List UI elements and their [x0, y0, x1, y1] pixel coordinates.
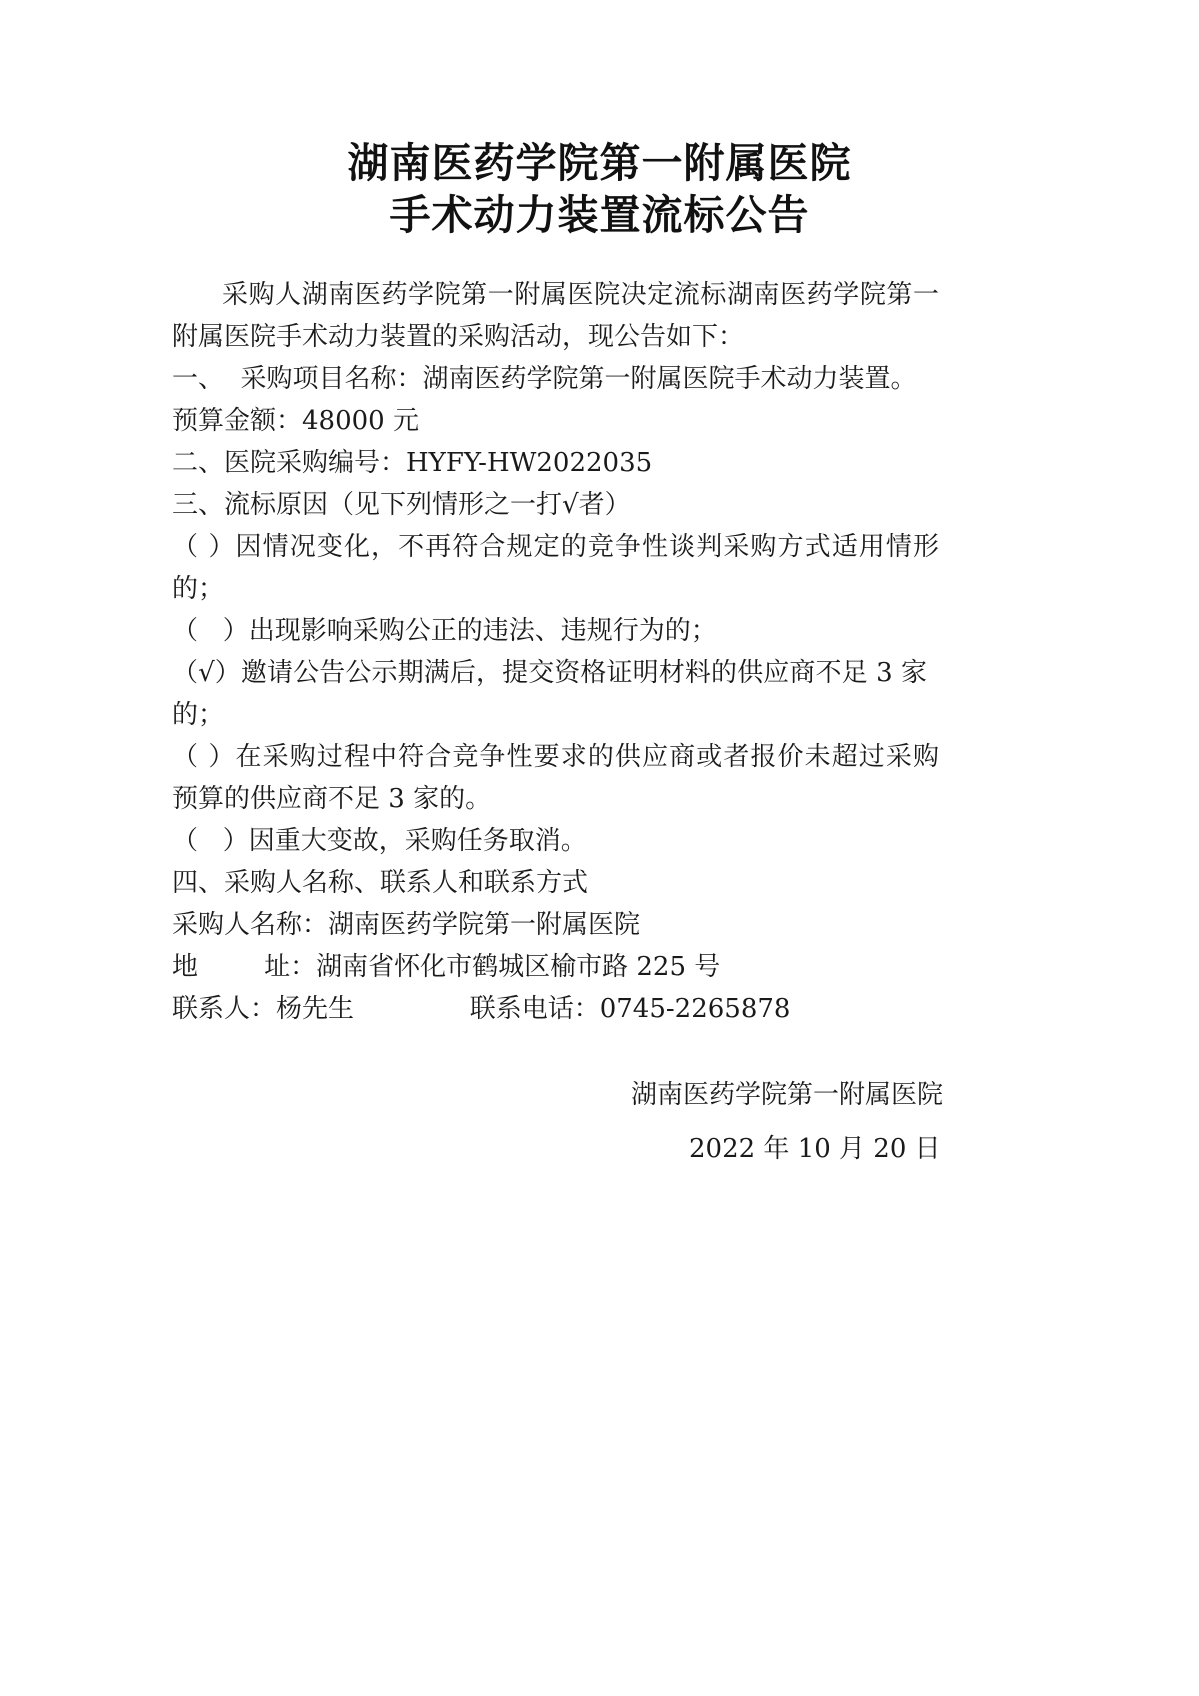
signature-organization: 湖南医药学院第一附属医院	[631, 1080, 944, 1110]
body-line-2: 附属医院手术动力装置的采购活动，现公告如下：	[172, 322, 745, 352]
document-title-line-2: 手术动力装置流标公告	[389, 191, 810, 239]
body-line-11: 的；	[172, 700, 225, 730]
body-line-10: （√）邀请公告公示期满后，提交资格证明材料的供应商不足 3 家	[172, 658, 927, 688]
body-line-3: 一、 采购项目名称：湖南医药学院第一附属医院手术动力装置。	[172, 364, 917, 394]
body-line-6: 三、流标原因（见下列情形之一打√者）	[172, 490, 631, 520]
body-line-8: 的；	[172, 574, 225, 604]
body-line-12: （ ）在采购过程中符合竞争性要求的供应商或者报价未超过采购	[172, 742, 939, 772]
body-line-18: 联系人：杨先生 联系电话：0745-2265878	[172, 994, 791, 1024]
body-line-1: 采购人湖南医药学院第一附属医院决定流标湖南医药学院第一	[222, 280, 939, 310]
body-line-14: （ ）因重大变故，采购任务取消。	[172, 826, 587, 856]
body-line-15: 四、采购人名称、联系人和联系方式	[172, 868, 589, 898]
body-line-9: （ ）出现影响采购公正的违法、违规行为的；	[172, 616, 717, 646]
body-line-16: 采购人名称：湖南医药学院第一附属医院	[172, 910, 641, 940]
signature-date: 2022 年 10 月 20 日	[689, 1134, 941, 1164]
body-line-17: 地 址：湖南省怀化市鹤城区榆市路 225 号	[172, 952, 721, 982]
document-title-line-1: 湖南医药学院第一附属医院	[347, 139, 852, 187]
body-line-4: 预算金额：48000 元	[172, 406, 419, 436]
body-line-7: （ ）因情况变化，不再符合规定的竞争性谈判采购方式适用情形	[172, 532, 939, 562]
body-line-5: 二、医院采购编号：HYFY-HW2022035	[172, 448, 653, 478]
body-line-13: 预算的供应商不足 3 家的。	[172, 784, 492, 814]
